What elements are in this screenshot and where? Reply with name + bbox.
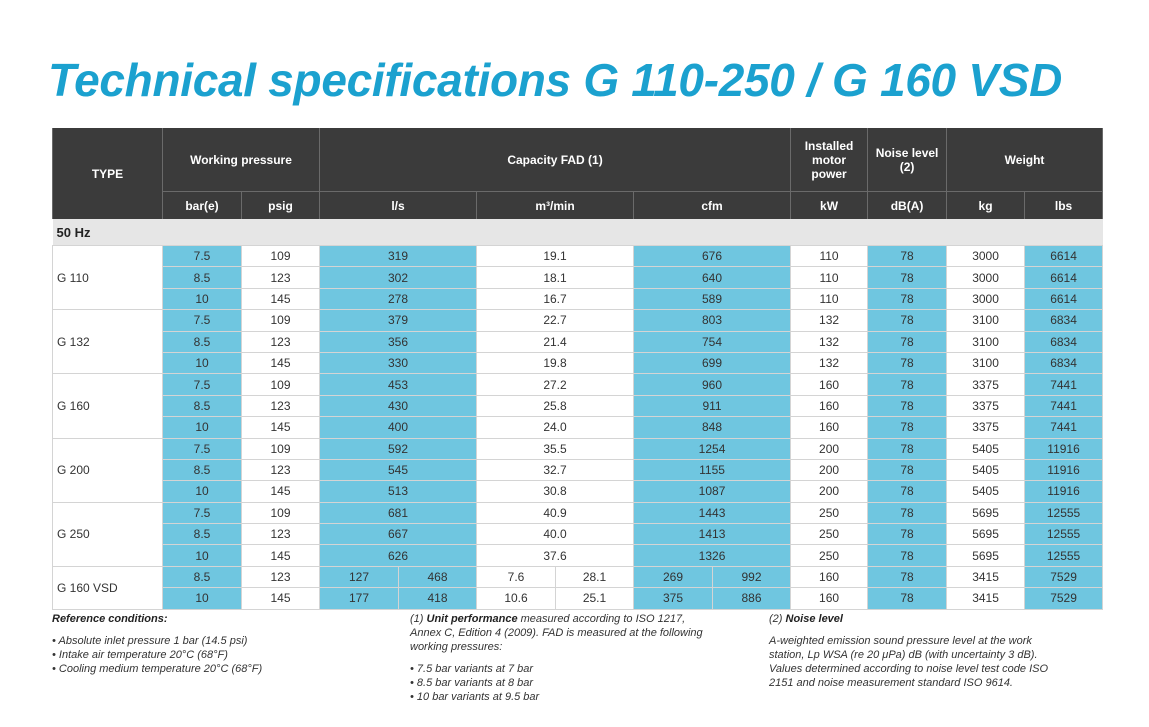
cell-ls: 592 [320,438,477,459]
cell-db: 78 [868,288,947,309]
cell-bar: 10 [163,288,242,309]
unit-kg: kg [947,192,1025,220]
cell-cfm: 1087 [634,481,791,502]
cell-m3: 32.7 [477,459,634,480]
cell-psig: 145 [242,588,320,609]
cell-kw: 250 [791,524,868,545]
unit-lbs: lbs [1025,192,1103,220]
cell-kg: 3375 [947,374,1025,395]
cell-db: 78 [868,395,947,416]
cell-m3: 25.8 [477,395,634,416]
model-name: G 110 [53,246,163,310]
cell-db: 78 [868,331,947,352]
cell-kg: 3100 [947,352,1025,373]
cell-m3: 30.8 [477,481,634,502]
cell-lbs: 6834 [1025,352,1103,373]
table-row [53,502,1103,523]
cell-kw: 250 [791,545,868,566]
cell-psig: 123 [242,524,320,545]
reference-item: • Cooling medium temperature 20°C (68°F) [52,663,263,675]
cell-lbs: 6614 [1025,288,1103,309]
cell-m3-max: 28.1 [556,566,634,587]
cell-m3: 21.4 [477,331,634,352]
cell-db: 78 [868,545,947,566]
cell-cfm: 1413 [634,524,791,545]
cell-bar: 8.5 [163,524,242,545]
cell-kw: 132 [791,331,868,352]
cell-ls: 681 [320,502,477,523]
reference-item: • Absolute inlet pressure 1 bar (14.5 psi) [52,635,248,647]
cell-kg: 5405 [947,459,1025,480]
cell-bar: 8.5 [163,331,242,352]
cell-cfm-max: 886 [713,588,791,609]
cell-lbs: 6614 [1025,267,1103,288]
note-text: measured according to ISO 1217, [517,613,686,625]
cell-bar: 7.5 [163,374,242,395]
cell-bar: 7.5 [163,502,242,523]
cell-lbs: 7529 [1025,588,1103,609]
reference-heading: Reference conditions: [52,613,168,625]
cell-kg: 5405 [947,481,1025,502]
cell-cfm: 699 [634,352,791,373]
cell-cfm: 848 [634,417,791,438]
note-item: • 8.5 bar variants at 8 bar [410,677,534,689]
cell-db: 78 [868,588,947,609]
section-label: 50 Hz [53,219,1103,246]
cell-bar: 10 [163,352,242,373]
cell-lbs: 11916 [1025,481,1103,502]
cell-kg: 3415 [947,566,1025,587]
cell-kw: 200 [791,481,868,502]
header-capacity: Capacity FAD (1) [320,128,791,192]
table-row [53,331,1103,352]
cell-m3-min: 7.6 [477,566,556,587]
cell-bar: 7.5 [163,310,242,331]
cell-bar: 8.5 [163,566,242,587]
cell-kg: 5695 [947,502,1025,523]
cell-cfm: 911 [634,395,791,416]
cell-db: 78 [868,438,947,459]
cell-ls: 319 [320,246,477,267]
note-item: • 7.5 bar variants at 7 bar [410,663,534,675]
cell-psig: 123 [242,331,320,352]
cell-kw: 132 [791,310,868,331]
table-row [53,417,1103,438]
cell-ls: 513 [320,481,477,502]
cell-cfm-max: 992 [713,566,791,587]
cell-m3: 16.7 [477,288,634,309]
cell-m3: 35.5 [477,438,634,459]
cell-kw: 110 [791,246,868,267]
cell-lbs: 6614 [1025,246,1103,267]
cell-cfm: 960 [634,374,791,395]
model-name: G 250 [53,502,163,566]
cell-m3: 27.2 [477,374,634,395]
cell-kg: 3375 [947,395,1025,416]
section-row [53,219,1103,246]
cell-kg: 3000 [947,267,1025,288]
cell-kg: 5405 [947,438,1025,459]
cell-ls: 430 [320,395,477,416]
cell-cfm-min: 269 [634,566,713,587]
cell-db: 78 [868,374,947,395]
cell-kw: 160 [791,417,868,438]
spec-table [52,128,1103,610]
cell-lbs: 7441 [1025,374,1103,395]
cell-kw: 160 [791,588,868,609]
cell-kw: 132 [791,352,868,373]
note-text: station, Lp WSA (re 20 μPa) dB (with uncertainty 3 dB). [769,649,1038,661]
cell-db: 78 [868,566,947,587]
cell-psig: 123 [242,395,320,416]
unit-bar: bar(e) [163,192,242,220]
cell-kw: 110 [791,267,868,288]
cell-psig: 109 [242,438,320,459]
noise-level-note [769,612,1048,690]
note-prefix: (1) [410,613,427,625]
unit-performance-note [410,612,703,704]
cell-cfm: 1326 [634,545,791,566]
header-motor-power: Installed motor power [791,128,868,192]
cell-m3-max: 25.1 [556,588,634,609]
cell-cfm: 589 [634,288,791,309]
cell-m3: 18.1 [477,267,634,288]
cell-lbs: 11916 [1025,438,1103,459]
cell-kw: 160 [791,566,868,587]
cell-psig: 109 [242,374,320,395]
cell-psig: 109 [242,310,320,331]
cell-lbs: 7441 [1025,417,1103,438]
cell-ls: 626 [320,545,477,566]
note-item: • 10 bar variants at 9.5 bar [410,691,540,703]
cell-bar: 10 [163,417,242,438]
cell-db: 78 [868,502,947,523]
cell-psig: 145 [242,417,320,438]
note-prefix: (2) [769,613,786,625]
cell-ls-min: 177 [320,588,399,609]
cell-kg: 3375 [947,417,1025,438]
cell-ls: 545 [320,459,477,480]
cell-lbs: 12555 [1025,502,1103,523]
cell-psig: 145 [242,481,320,502]
cell-psig: 145 [242,288,320,309]
unit-ls: l/s [320,192,477,220]
table-row [53,438,1103,459]
table-row [53,310,1103,331]
cell-ls: 356 [320,331,477,352]
cell-m3: 37.6 [477,545,634,566]
cell-lbs: 11916 [1025,459,1103,480]
model-name: G 132 [53,310,163,374]
cell-bar: 7.5 [163,438,242,459]
cell-cfm: 1443 [634,502,791,523]
cell-cfm: 640 [634,267,791,288]
cell-psig: 109 [242,246,320,267]
cell-kg: 5695 [947,545,1025,566]
cell-kw: 250 [791,502,868,523]
cell-kw: 200 [791,459,868,480]
cell-m3: 19.8 [477,352,634,373]
cell-ls-max: 418 [399,588,477,609]
cell-lbs: 7529 [1025,566,1103,587]
header-working-pressure: Working pressure [163,128,320,192]
cell-kg: 5695 [947,524,1025,545]
cell-bar: 8.5 [163,395,242,416]
cell-db: 78 [868,524,947,545]
cell-cfm: 803 [634,310,791,331]
cell-bar: 7.5 [163,246,242,267]
model-name: G 200 [53,438,163,502]
cell-ls: 302 [320,267,477,288]
cell-m3-min: 10.6 [477,588,556,609]
cell-db: 78 [868,267,947,288]
cell-m3: 19.1 [477,246,634,267]
unit-psig: psig [242,192,320,220]
cell-kg: 3000 [947,246,1025,267]
cell-psig: 145 [242,352,320,373]
cell-cfm: 1155 [634,459,791,480]
cell-bar: 8.5 [163,459,242,480]
cell-bar: 10 [163,588,242,609]
cell-kw: 200 [791,438,868,459]
cell-ls: 667 [320,524,477,545]
cell-kg: 3100 [947,310,1025,331]
table-row [53,524,1103,545]
cell-kg: 3415 [947,588,1025,609]
cell-ls: 379 [320,310,477,331]
cell-kw: 110 [791,288,868,309]
note-bold: Noise level [785,613,843,625]
cell-db: 78 [868,352,947,373]
cell-db: 78 [868,310,947,331]
model-name: G 160 VSD [53,566,163,609]
header-noise-level: Noise level (2) [868,128,947,192]
cell-db: 78 [868,417,947,438]
cell-cfm: 754 [634,331,791,352]
cell-psig: 145 [242,545,320,566]
table-row [53,374,1103,395]
table-row [53,588,1103,609]
table-row [53,395,1103,416]
cell-m3: 24.0 [477,417,634,438]
cell-kg: 3100 [947,331,1025,352]
note-text: Annex C, Edition 4 (2009). FAD is measured at the following [410,627,703,639]
cell-lbs: 6834 [1025,310,1103,331]
table-row [53,267,1103,288]
cell-ls: 278 [320,288,477,309]
reference-conditions [52,612,262,676]
cell-lbs: 12555 [1025,524,1103,545]
cell-bar: 10 [163,545,242,566]
table-row [53,545,1103,566]
cell-ls: 400 [320,417,477,438]
cell-db: 78 [868,481,947,502]
cell-cfm: 1254 [634,438,791,459]
cell-m3: 40.9 [477,502,634,523]
cell-db: 78 [868,246,947,267]
cell-psig: 123 [242,566,320,587]
cell-bar: 8.5 [163,267,242,288]
note-text: 2151 and noise measurement standard ISO 9614. [769,677,1013,689]
cell-lbs: 7441 [1025,395,1103,416]
reference-item: • Intake air temperature 20°C (68°F) [52,649,228,661]
cell-kw: 160 [791,395,868,416]
table-row [53,459,1103,480]
unit-kw: kW [791,192,868,220]
cell-ls: 330 [320,352,477,373]
unit-db: dB(A) [868,192,947,220]
cell-m3: 40.0 [477,524,634,545]
page-title: Technical specifications G 110-250 / G 160 VSD [48,54,1062,106]
cell-ls-min: 127 [320,566,399,587]
header-weight: Weight [947,128,1103,192]
unit-cfm: cfm [634,192,791,220]
cell-kg: 3000 [947,288,1025,309]
table-row [53,246,1103,267]
header-type: TYPE [53,128,163,219]
cell-m3: 22.7 [477,310,634,331]
cell-psig: 123 [242,459,320,480]
table-row [53,352,1103,373]
note-bold: Unit performance [426,613,518,625]
cell-bar: 10 [163,481,242,502]
note-text: Values determined according to noise level test code ISO [769,663,1049,675]
table-row [53,288,1103,309]
table-row [53,481,1103,502]
cell-ls: 453 [320,374,477,395]
table-row [53,566,1103,587]
note-text: working pressures: [410,641,503,653]
cell-db: 78 [868,459,947,480]
cell-psig: 109 [242,502,320,523]
model-name: G 160 [53,374,163,438]
cell-kw: 160 [791,374,868,395]
unit-m3: m³/min [477,192,634,220]
cell-psig: 123 [242,267,320,288]
cell-lbs: 6834 [1025,331,1103,352]
cell-ls-max: 468 [399,566,477,587]
cell-cfm: 676 [634,246,791,267]
cell-lbs: 12555 [1025,545,1103,566]
note-text: A-weighted emission sound pressure level at the work [769,635,1032,647]
cell-cfm-min: 375 [634,588,713,609]
